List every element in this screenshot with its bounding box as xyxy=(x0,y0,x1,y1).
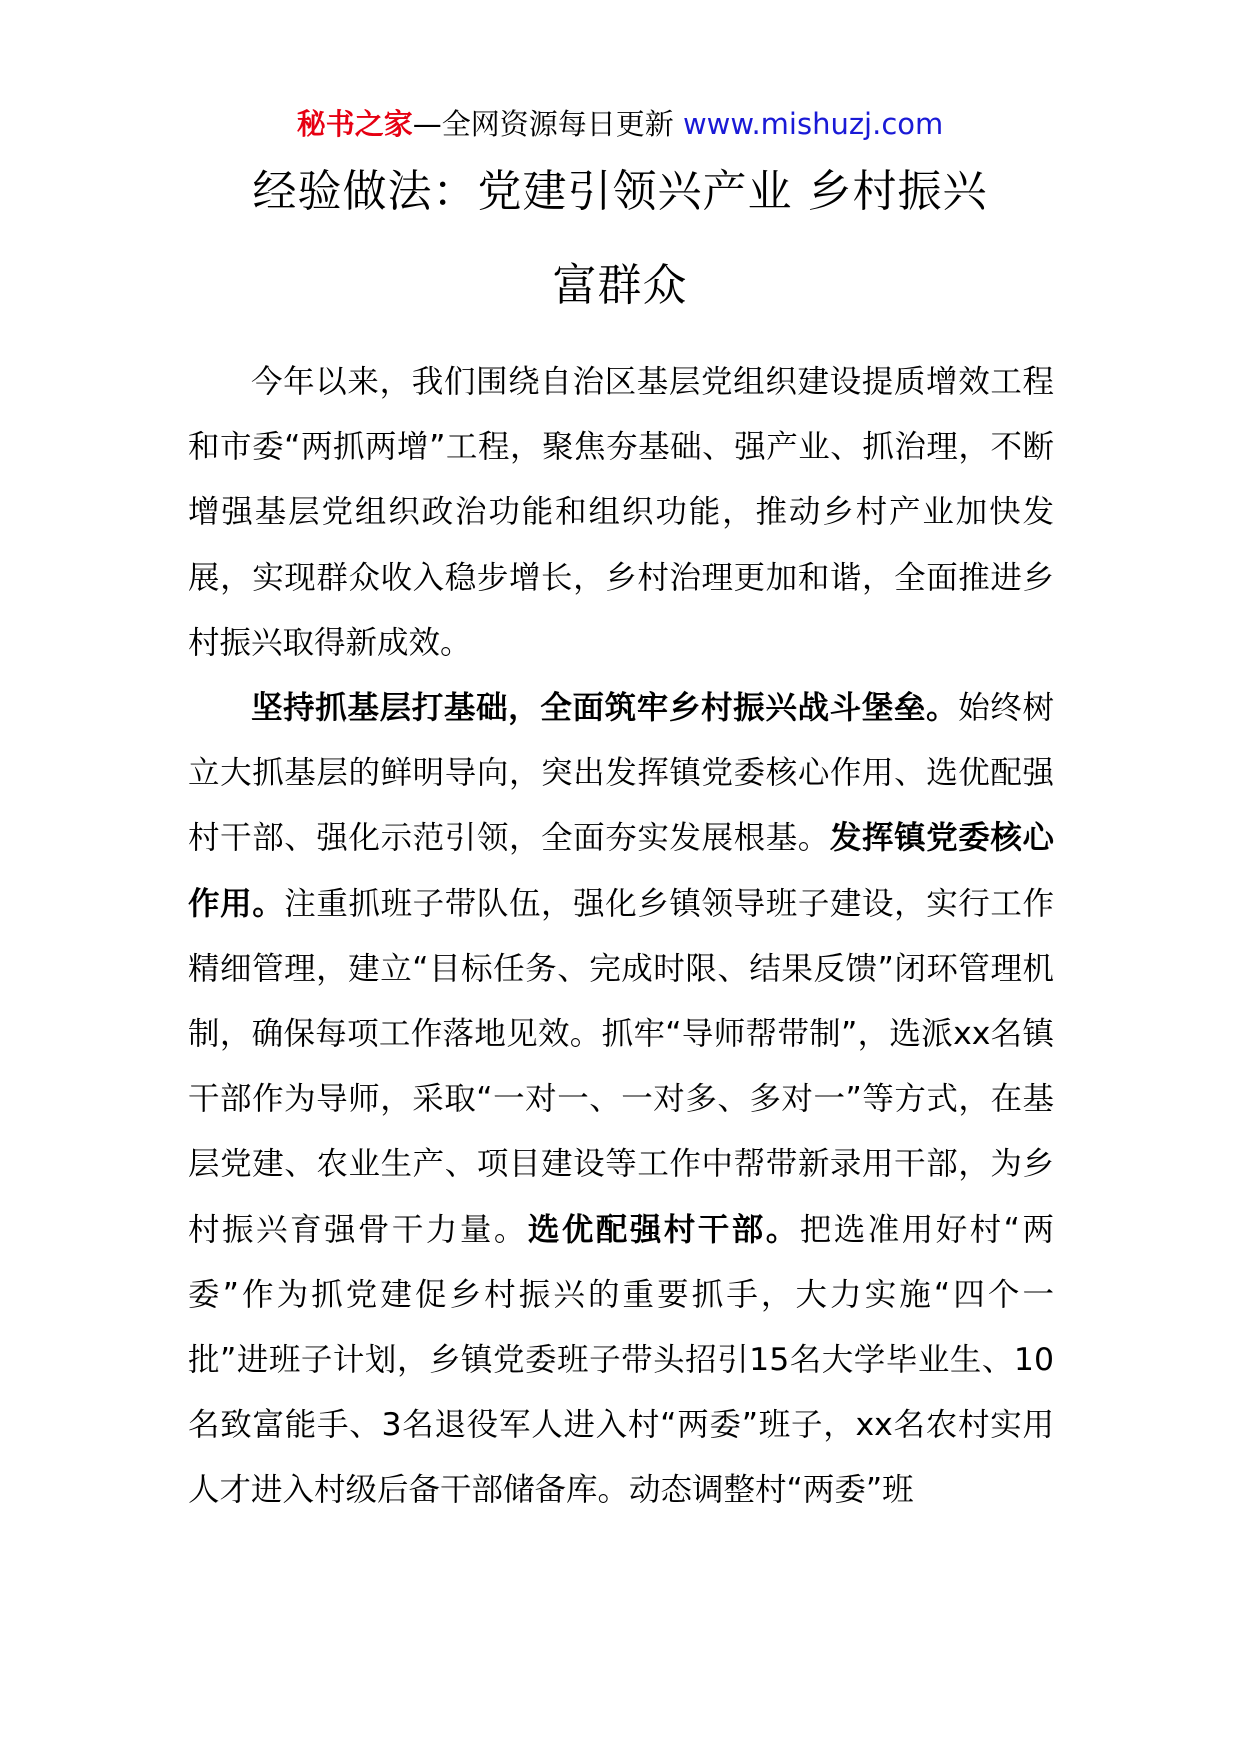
watermark-header xyxy=(0,102,1240,146)
section-text: 注重抓班子带队伍，强化乡镇领导班子建设，实行工作精细管理，建立“目标任务、完成时限、结果反馈”闭环管理机制，确保每项工作落地见效。抓牢“导师帮带制”，选派xx名镇干部作为导师，采取“一对一、一对多、多对一”等方式，在基层党建、农业生产、项目建设等工作中帮带新录用干部，为乡村振兴育强骨干力量。 xyxy=(188,885,1054,1248)
header-slogan: —全网资源每日更新 xyxy=(412,107,683,141)
section-heading: 坚持抓基层打基础，全面筑牢乡村振兴战斗堡垒。 xyxy=(251,690,959,727)
section-text: 始终树立大抓基层的鲜明导向，突出发挥镇党委核心作用、选优配强村干部、强化示范引领，全面夯实发展根基。 xyxy=(188,690,1054,857)
document-title-line-2: 富群众 xyxy=(552,260,688,311)
section-text: 把选准用好村“两委”作为抓党建促乡村振兴的重要抓手，大力实施“四个一批”进班子计划，乡镇党委班子带头招引15名大学毕业生、10名致富能手、3名退役军人进入村“两委”班子，xx名农村实用人才进入村级后备干部储备库。动态调整村“两委”班 xyxy=(188,1211,1054,1509)
brand-name: 秘书之家 xyxy=(296,107,413,141)
document-body xyxy=(188,350,1054,1524)
paragraph-section-1 xyxy=(188,676,1054,1524)
paragraph-intro: 今年以来，我们围绕自治区基层党组织建设提质增效工程和市委“两抓两增”工程，聚焦夯基础、强产业、抓治理，不断增强基层党组织政治功能和组织功能，推动乡村产业加快发展，实现群众收入稳步增长，乡村治理更加和谐，全面推进乡村振兴取得新成效。 xyxy=(188,364,1054,661)
site-url[interactable]: www.mishuzj.com xyxy=(682,107,944,141)
sub-heading: 发挥镇党委核心作用。 xyxy=(188,820,1054,922)
document-title-line-1: 经验做法：党建引领兴产业 乡村振兴 xyxy=(252,166,988,217)
sub-heading: 选优配强村干部。 xyxy=(527,1211,800,1248)
